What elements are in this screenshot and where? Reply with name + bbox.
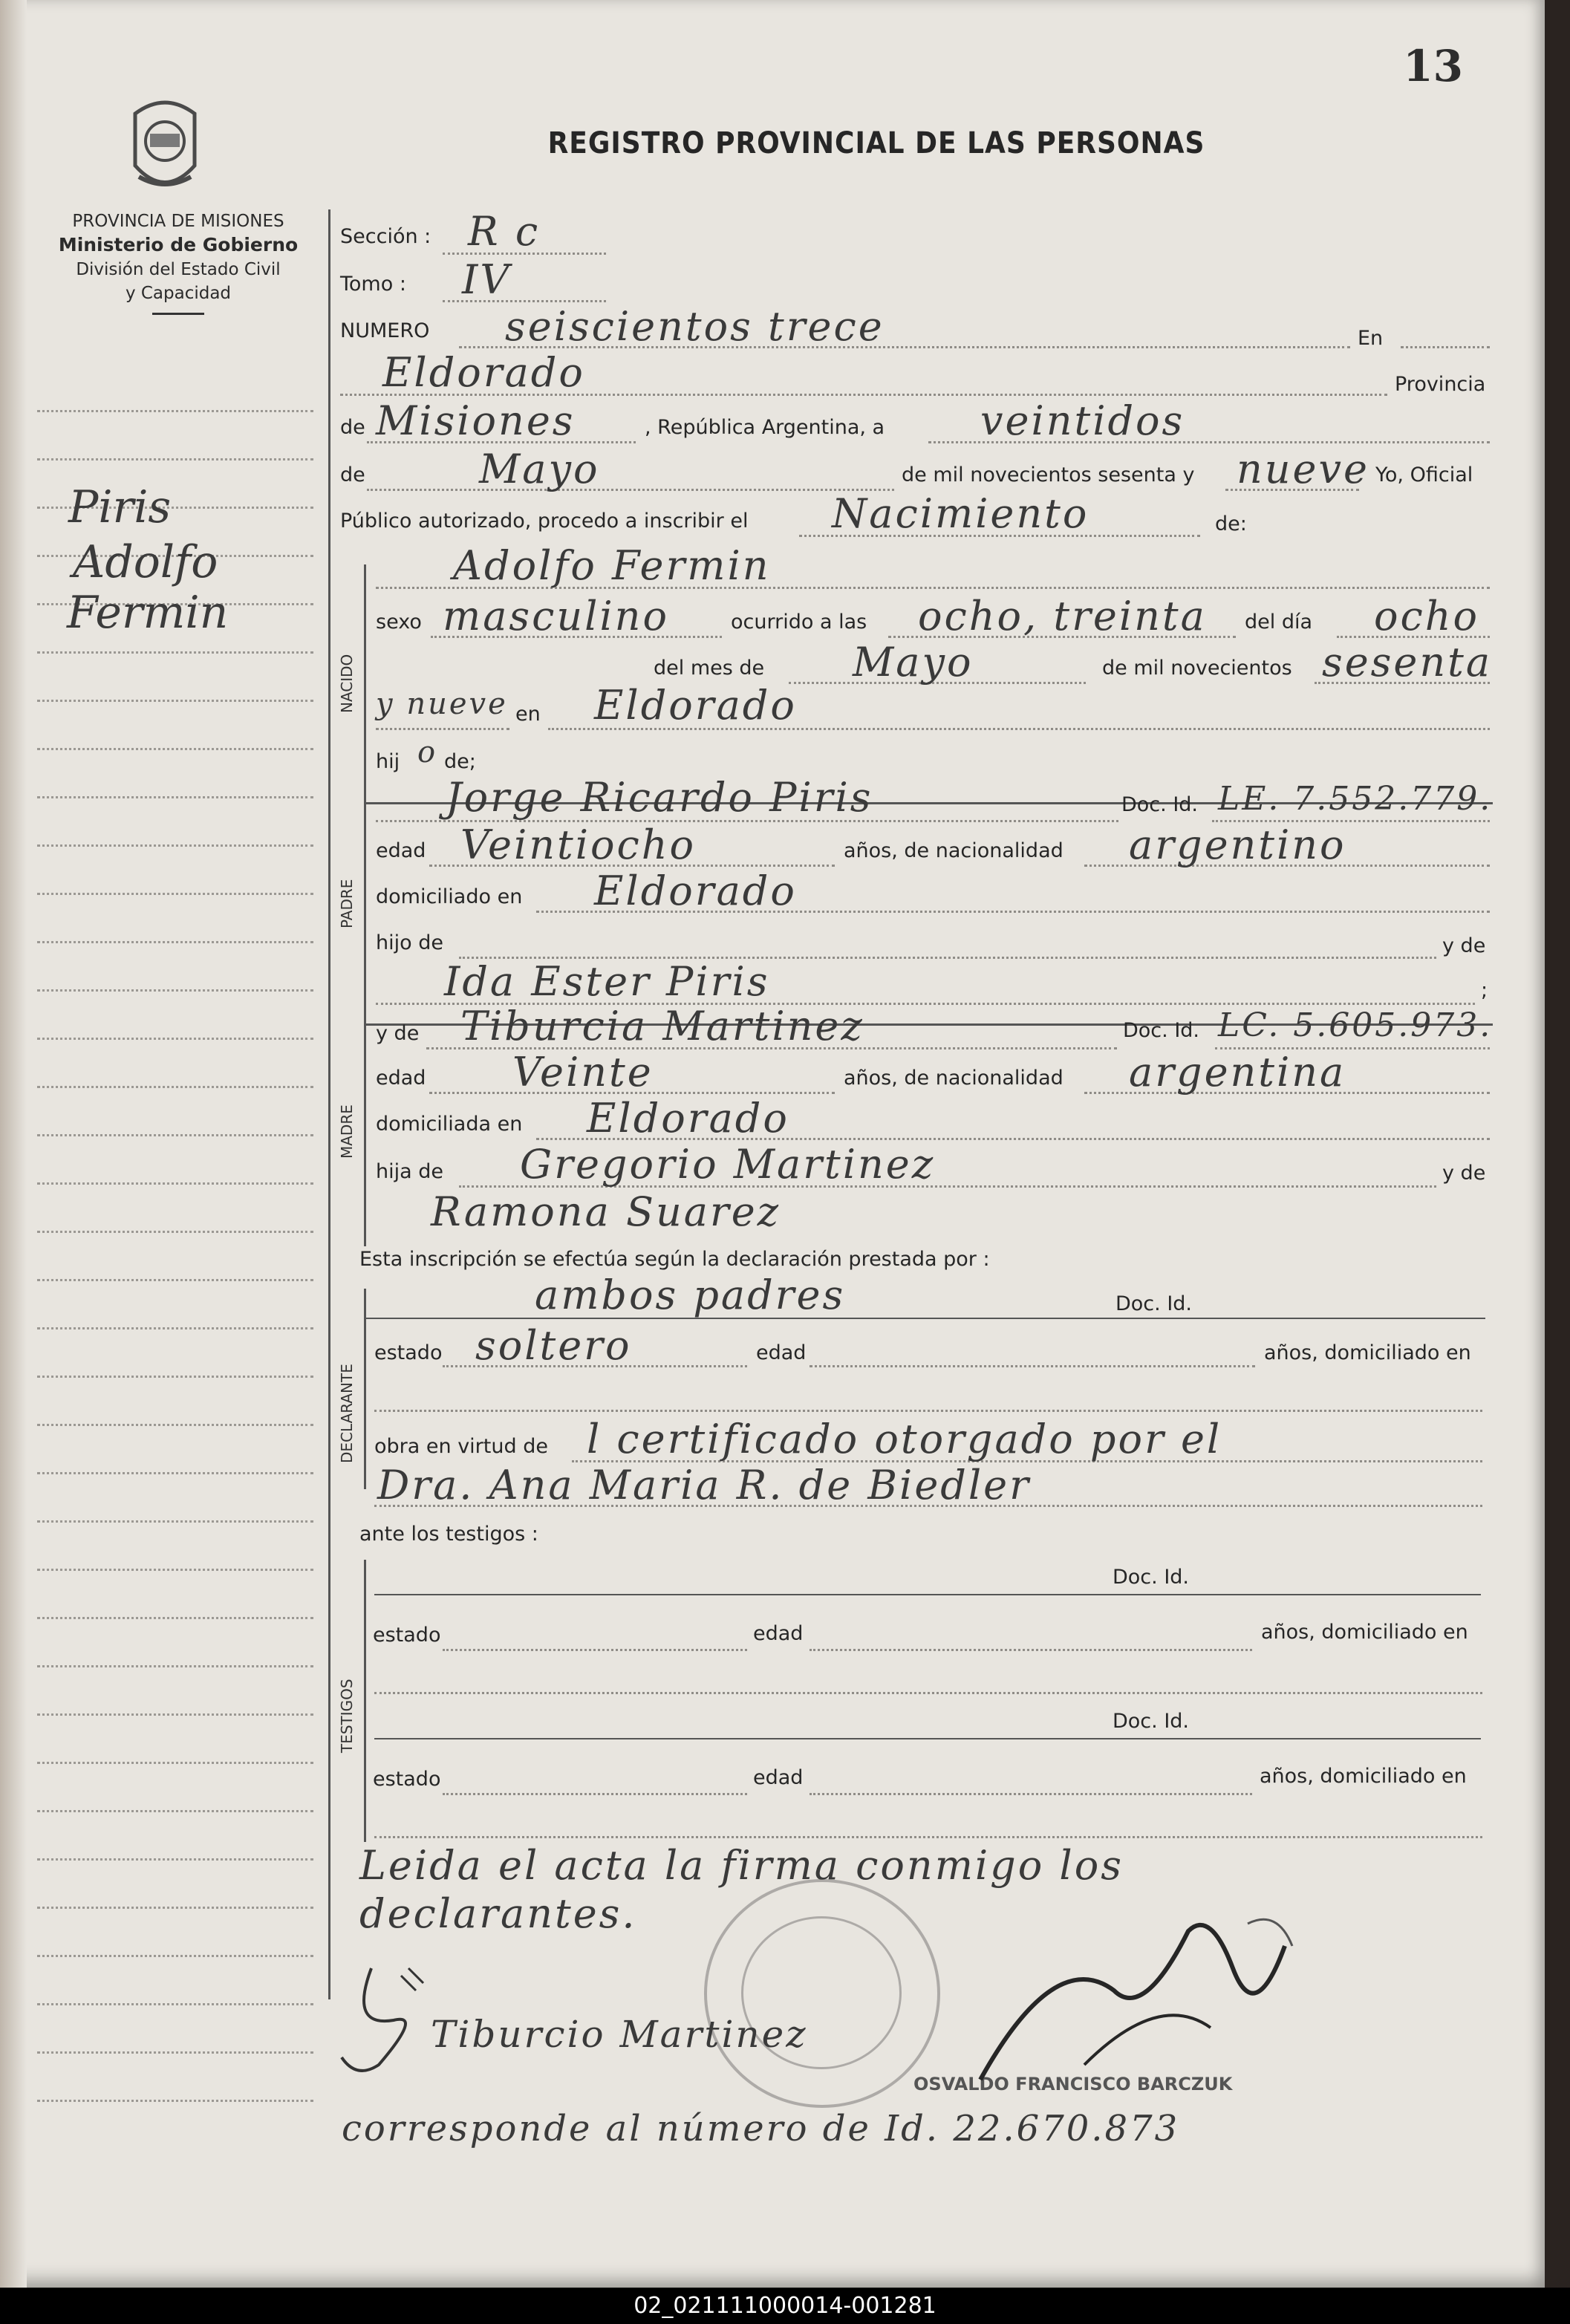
margin-surname: Piris [68, 481, 172, 533]
label-domicilio-testigo-1: años, domiciliado en [1261, 1621, 1468, 1644]
label-de-mes: de [340, 463, 365, 486]
value-mes-inscripcion: Mayo [479, 446, 600, 492]
label-provincia: Provincia [1395, 373, 1486, 396]
value-nombre: Adolfo Fermin [453, 542, 771, 589]
field-line [376, 728, 509, 730]
value-seccion: R c [468, 208, 541, 255]
org-capacity: y Capacidad [125, 284, 232, 303]
label-republica: , República Argentina, a [645, 416, 885, 439]
label-en: En [1358, 327, 1384, 350]
value-estado: soltero [475, 1322, 632, 1369]
label-seccion: Sección : [340, 225, 431, 248]
value-abuelo-materno: Gregorio Martinez [520, 1141, 936, 1188]
field-line [810, 1793, 1252, 1795]
value-sexo: masculino [443, 593, 669, 639]
official-signature [965, 1901, 1307, 2094]
value-anio-1: sesenta [1322, 639, 1493, 686]
section-rule-nacido [364, 564, 366, 806]
label-doc-id-testigo-1: Doc. Id. [1113, 1566, 1190, 1589]
label-edad-testigo-2: edad [753, 1766, 804, 1789]
value-dia: ocho [1374, 593, 1480, 639]
label-estado-declarante: estado [374, 1341, 443, 1364]
section-rule-testigos [364, 1560, 366, 1842]
org-province: PROVINCIA DE MISIONES [72, 212, 284, 231]
page-number: 13 [1403, 41, 1463, 91]
side-label-declarante: DECLARANTE [338, 1364, 356, 1463]
label-y-de: y de [1442, 934, 1486, 957]
label-domicilio-declarante: años, domiciliado en [1264, 1341, 1471, 1364]
field-line [443, 1793, 747, 1795]
label-estado-testigo-2: estado [373, 1768, 441, 1791]
field-line [374, 1692, 1482, 1694]
section-divider [364, 1318, 1485, 1319]
org-divider [152, 313, 204, 315]
label-domiciliado-padre: domiciliado en [376, 885, 523, 908]
side-label-testigos: TESTIGOS [338, 1679, 356, 1753]
value-abuela-materna: Ramona Suarez [431, 1188, 781, 1235]
label-doc-id-madre: Doc. Id. [1123, 1019, 1200, 1042]
bottom-note: corresponde al número de Id. 22.670.873 [342, 2108, 1180, 2149]
side-label-nacido: NACIDO [338, 654, 356, 713]
field-line [367, 489, 894, 491]
label-hijo-de: hijo de [376, 931, 443, 954]
value-lugar: Eldorado [382, 349, 585, 396]
section-rule-padre [364, 802, 366, 1025]
value-provincia: Misiones [376, 397, 576, 444]
label-nacionalidad-padre: años, de nacionalidad [844, 839, 1064, 862]
margin-first-name: Adolfo [73, 536, 218, 588]
field-line [374, 1836, 1482, 1838]
field-line [810, 1365, 1255, 1367]
label-del-dia: del día [1245, 611, 1313, 634]
label-publico: Público autorizado, procedo a inscribir el [340, 510, 749, 533]
issuing-authority [30, 209, 327, 315]
label-doc-id-padre: Doc. Id. [1121, 793, 1199, 816]
label-de-semi: de; [444, 750, 476, 773]
value-numero: seiscientos trece [505, 303, 885, 350]
org-ministry: Ministerio de Gobierno [58, 234, 299, 255]
value-padre-edad: Veintiocho [460, 821, 697, 868]
value-madre-nacionalidad: argentina [1129, 1049, 1346, 1096]
label-edad-madre: edad [376, 1067, 426, 1090]
page-title: REGISTRO PROVINCIAL DE LAS PERSONAS [547, 126, 1205, 160]
label-del-mes: del mes de [654, 657, 765, 680]
label-doc-id-declarante: Doc. Id. [1115, 1292, 1193, 1315]
value-declarante: ambos padres [535, 1272, 846, 1318]
value-anio-2: y nueve [376, 687, 508, 721]
label-numero: NUMERO [340, 319, 430, 342]
value-anio-inscripcion: nueve [1237, 446, 1369, 492]
label-semicolon: ; [1481, 979, 1488, 1002]
value-madre-domicilio: Eldorado [587, 1095, 789, 1142]
field-line [1401, 346, 1490, 348]
label-de-mil: de mil novecientos sesenta y [902, 463, 1195, 486]
label-obra: obra en virtud de [374, 1435, 548, 1458]
label-en: en [515, 703, 541, 726]
label-y-de-madre: y de [376, 1022, 420, 1045]
value-tomo: IV [462, 256, 512, 303]
value-padre: Jorge Ricardo Piris [446, 774, 873, 821]
label-doc-id-testigo-2: Doc. Id. [1113, 1710, 1190, 1733]
closing-line-2: declarantes. [359, 1890, 637, 1937]
section-rule-madre [364, 1023, 366, 1246]
value-padre-nacionalidad: argentino [1129, 821, 1346, 868]
label-yo-oficial: Yo, Oficial [1375, 463, 1473, 486]
label-testigos: ante los testigos : [359, 1523, 538, 1546]
province-seal-icon [120, 95, 209, 199]
field-line [810, 1649, 1252, 1651]
value-acto: Nacimiento [832, 490, 1089, 537]
label-esta-inscripcion: Esta inscripción se efectúa según la declaración prestada por : [359, 1248, 990, 1271]
value-dia-inscripcion: veintidos [980, 397, 1185, 444]
image-id-footer: 02_021111000014-001281 [0, 2288, 1570, 2324]
label-sexo: sexo [376, 611, 422, 634]
closing-line-1: Leida el acta la firma conmigo los [359, 1842, 1124, 1889]
declarant-signature: Tiburcio Martinez [431, 2013, 808, 2056]
side-label-madre: MADRE [338, 1104, 356, 1159]
field-line [374, 1410, 1482, 1412]
side-label-padre: PADRE [338, 879, 356, 928]
value-obra-1: l certificado otorgado por el [587, 1416, 1222, 1462]
value-madre-doc: LC. 5.605.973. [1218, 1006, 1493, 1044]
label-edad-padre: edad [376, 839, 426, 862]
field-line [443, 1649, 747, 1651]
label-de-colon: de: [1215, 512, 1247, 536]
witness-line [374, 1594, 1481, 1595]
value-padre-domicilio: Eldorado [594, 868, 797, 914]
label-nacionalidad-madre: años, de nacionalidad [844, 1067, 1064, 1090]
label-domicilio-testigo-2: años, domiciliado en [1260, 1765, 1467, 1788]
label-ocurrido: ocurrido a las [731, 611, 867, 634]
value-abuela-paterna: Ida Ester Piris [444, 958, 770, 1005]
stamp-text: OSVALDO FRANCISCO BARCZUK [913, 2074, 1233, 2094]
label-de-mil-2: de mil novecientos [1102, 657, 1292, 680]
value-obra-2: Dra. Ana Maria R. de Biedler [377, 1462, 1031, 1508]
value-padre-doc: LE. 7.552.779. [1218, 780, 1493, 818]
label-y-de-2: y de [1442, 1162, 1486, 1185]
margin-rule [328, 209, 330, 1999]
label-hij: hij [376, 750, 400, 773]
label-edad-declarante: edad [756, 1341, 807, 1364]
label-estado-testigo-1: estado [373, 1624, 441, 1647]
label-de: de [340, 416, 365, 439]
value-madre: Tiburcia Martinez [460, 1003, 864, 1049]
value-madre-edad: Veinte [512, 1049, 654, 1096]
margin-middle-name: Fermin [67, 587, 229, 639]
label-domiciliada-madre: domiciliada en [376, 1113, 523, 1136]
label-edad-testigo-1: edad [753, 1622, 804, 1645]
witness-line [374, 1738, 1481, 1739]
org-division: División del Estado Civil [76, 260, 281, 279]
value-mes: Mayo [853, 639, 974, 686]
value-lugar-nacimiento: Eldorado [594, 682, 797, 729]
value-hij: o [417, 735, 438, 769]
value-hora: ocho, treinta [918, 593, 1207, 639]
label-hija-de: hija de [376, 1160, 443, 1183]
label-tomo: Tomo : [340, 273, 406, 296]
